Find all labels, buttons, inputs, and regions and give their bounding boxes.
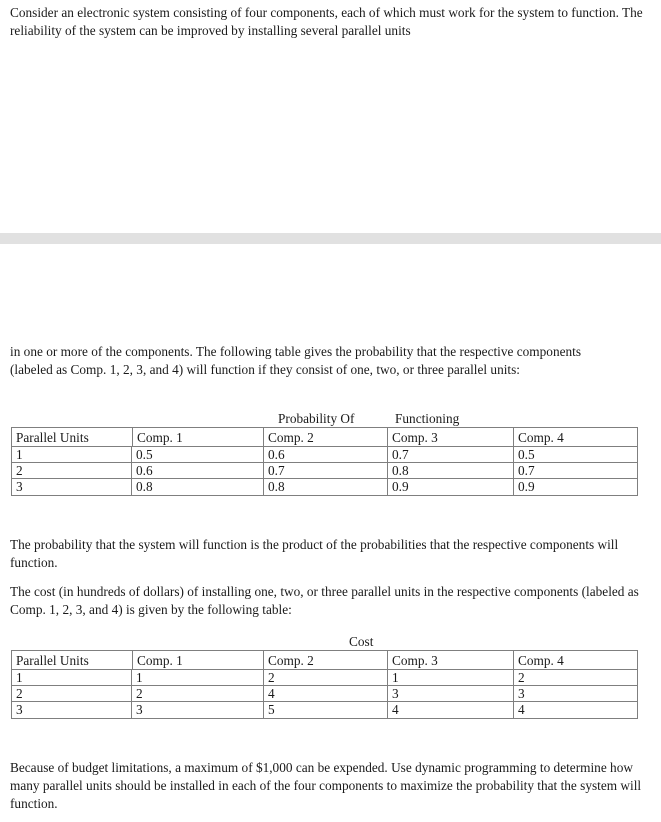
- table-header-row: [12, 428, 637, 447]
- column-header: Comp. 4: [514, 651, 637, 670]
- column-header: Parallel Units: [12, 428, 132, 447]
- table-cell: 1: [132, 670, 264, 686]
- table-row: [12, 686, 637, 702]
- table-cell: 4: [388, 702, 514, 718]
- table-cell: 0.8: [132, 479, 264, 495]
- column-header: Comp. 3: [388, 428, 514, 447]
- column-header: Comp. 1: [132, 428, 264, 447]
- table-cell: 0.7: [264, 463, 388, 479]
- cost-grid: [11, 650, 638, 719]
- table-cell: 0.6: [264, 447, 388, 463]
- table-row: [12, 447, 637, 463]
- table-cell: 2: [132, 686, 264, 702]
- cost-table-title: [11, 634, 638, 650]
- table-cell: 2: [514, 670, 637, 686]
- probability-table-title: [11, 411, 638, 427]
- table-cell: 1: [388, 670, 514, 686]
- table-header-row: [12, 651, 637, 670]
- table-cell: 4: [518, 702, 525, 717]
- table-cell: 0.6: [132, 463, 264, 479]
- table-cell: 0.9: [388, 479, 514, 495]
- table-row: [12, 479, 637, 495]
- column-header: Comp. 4: [514, 428, 637, 447]
- cost-title: Cost: [349, 634, 374, 649]
- table-cell: 0.9: [518, 479, 535, 494]
- table-row: [12, 463, 637, 479]
- table-cell: 1: [12, 670, 132, 686]
- table-cell: 0.7: [514, 463, 637, 479]
- table-cell: 5: [264, 702, 388, 718]
- probability-table: [11, 411, 638, 496]
- table-cell: 2: [12, 686, 132, 702]
- table-cell: 1: [12, 447, 132, 463]
- continuation-paragraph: in one or more of the components. The following table gives the probability that the respective components (labeled as Comp. 1, 2, 3, and 4) will function if they consist of one, two, or three parallel units:: [10, 344, 582, 377]
- probability-title-word: Functioning: [395, 411, 460, 426]
- table-cell: 3: [12, 702, 132, 718]
- table-cell: 3: [388, 686, 514, 702]
- table-cell: 0.5: [514, 447, 637, 463]
- table-row: [12, 670, 637, 686]
- table-cell: 0.5: [132, 447, 264, 463]
- intro-paragraph: Consider an electronic system consisting of four components, each of which must work for the system to function. The reliability of the system can be improved by installing several parallel units: [10, 5, 643, 38]
- table-cell: 0.7: [388, 447, 514, 463]
- column-header: Comp. 3: [388, 651, 514, 670]
- column-header: Parallel Units: [12, 651, 132, 670]
- table-cell: 0.8: [388, 463, 514, 479]
- table-cell: 2: [12, 463, 132, 479]
- page-divider: [0, 233, 661, 244]
- column-header: Comp. 1: [132, 651, 264, 670]
- table-cell: 3: [132, 702, 264, 718]
- table-cell: 0.8: [264, 479, 388, 495]
- probability-grid: [11, 427, 638, 496]
- cost-table: [11, 634, 638, 719]
- column-header: Comp. 2: [264, 428, 388, 447]
- budget-paragraph: Because of budget limitations, a maximum of $1,000 can be expended. Use dynamic programming to determine how many parallel units should be installed in each of the four components to maximize the probability that the system will function.: [10, 760, 642, 811]
- table-row: [12, 702, 637, 718]
- probability-title-word: Probability Of: [278, 411, 355, 426]
- table-cell: 3: [514, 686, 637, 702]
- table-cell: 2: [264, 670, 388, 686]
- column-header: Comp. 2: [264, 651, 388, 670]
- table-cell: 4: [264, 686, 388, 702]
- cost-paragraph: The cost (in hundreds of dollars) of installing one, two, or three parallel units in the respective components (labeled as Comp. 1, 2, 3, and 4) is given by the following table:: [10, 584, 639, 617]
- product-paragraph: The probability that the system will function is the product of the probabilities that the respective components will function.: [10, 537, 619, 570]
- table-cell: 3: [12, 479, 132, 495]
